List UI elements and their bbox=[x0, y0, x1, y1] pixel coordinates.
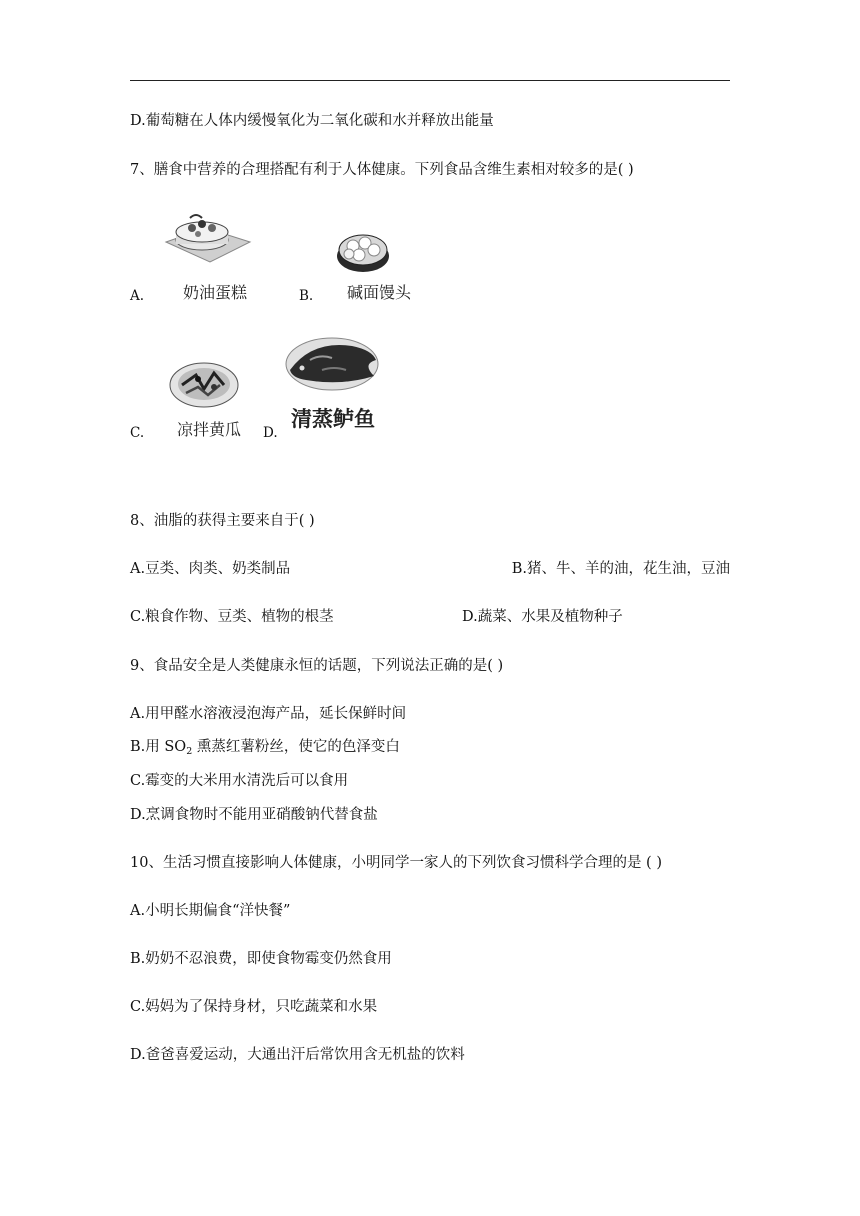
q7-option-a-letter: A. bbox=[130, 288, 145, 304]
q9-option-b-rest: 熏蒸红薯粉丝，使它的色泽变白 bbox=[192, 739, 400, 755]
q8-option-a: A.豆类、肉类、奶类制品 bbox=[130, 561, 291, 577]
q10-option-a: A.小明长期偏食“洋快餐” bbox=[130, 903, 291, 919]
q9-option-b-subscript: 2 bbox=[186, 746, 193, 757]
q8-option-b: B.猪、牛、羊的油，花生油，豆油 bbox=[511, 561, 730, 577]
q9-option-d: D.烹调食物时不能用亚硝酸钠代替食盐 bbox=[130, 807, 378, 823]
q7-option-b-caption: 碱面馒头 bbox=[347, 283, 412, 302]
q7-option-c-letter: C. bbox=[130, 425, 145, 441]
q7-option-b-letter: B. bbox=[299, 288, 314, 304]
cake-icon bbox=[160, 212, 252, 270]
steamed-fish-icon bbox=[282, 330, 380, 394]
q10-option-d: D.爸爸喜爱运动，大通出汗后常饮用含无机盐的饮料 bbox=[130, 1047, 465, 1063]
q7-option-d-letter: D. bbox=[263, 425, 278, 441]
q7-option-a-caption: 奶油蛋糕 bbox=[183, 283, 248, 302]
cucumber-salad-icon bbox=[168, 355, 240, 409]
q7-stem: 7、膳食中营养的合理搭配有利于人体健康。下列食品含维生素相对较多的是( ) bbox=[130, 162, 634, 178]
q9-option-b bbox=[130, 737, 400, 762]
q8-option-c: C.粮食作物、豆类、植物的根茎 bbox=[130, 609, 334, 625]
header-rule bbox=[130, 80, 730, 81]
q9-stem: 9、食品安全是人类健康永恒的话题，下列说法正确的是( ) bbox=[130, 658, 504, 674]
q10-option-c: C.妈妈为了保持身材，只吃蔬菜和水果 bbox=[130, 999, 378, 1015]
q8-option-d: D.蔬菜、水果及植物种子 bbox=[462, 609, 623, 625]
q9-option-c: C.霉变的大米用水清洗后可以食用 bbox=[130, 773, 349, 789]
q9-option-b-text: B.用 SO bbox=[130, 739, 187, 755]
q7-option-d-caption: 清蒸鲈鱼 bbox=[291, 407, 375, 431]
q9-option-a: A.用甲醛水溶液浸泡海产品，延长保鲜时间 bbox=[130, 706, 407, 722]
q6-option-d: D.葡萄糖在人体内缓慢氧化为二氧化碳和水并释放出能量 bbox=[130, 113, 494, 129]
q10-stem: 10、生活习惯直接影响人体健康，小明同学一家人的下列饮食习惯科学合理的是 ( ) bbox=[130, 855, 662, 871]
q8-stem: 8、油脂的获得主要来自于( ) bbox=[130, 513, 315, 529]
q10-option-b: B.奶奶不忍浪费，即使食物霉变仍然食用 bbox=[130, 951, 392, 967]
q7-option-c-caption: 凉拌黄瓜 bbox=[177, 420, 242, 439]
steamed-buns-icon bbox=[336, 226, 390, 274]
